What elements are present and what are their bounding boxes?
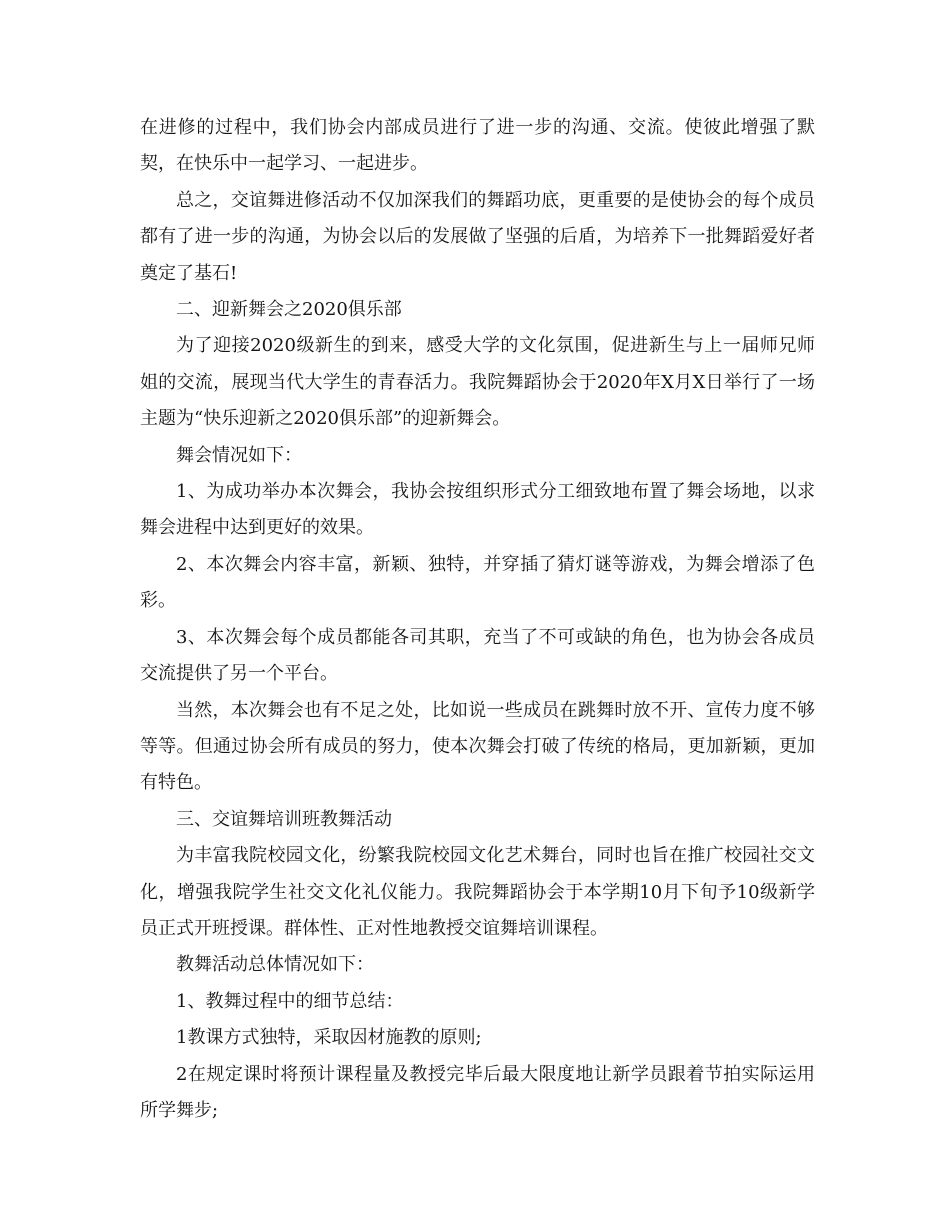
list-item: 1教课方式独特，采取因材施教的原则; (176, 1027, 482, 1049)
paragraph: 为了迎接2020级新生的到来，感受大学的文化氛围，促进新生与上一届师兄师姐的交流，展现当代大学生的青春活力。我院舞蹈协会于2020年X月X日举行了一场主题为“快乐迎新之2020俱乐部”的迎新舞会。 (140, 335, 815, 430)
list-item: 2、本次舞会内容丰富，新颖、独特，并穿插了猜灯谜等游戏，为舞会增添了色彩。 (140, 553, 815, 612)
paragraph: 当然，本次舞会也有不足之处，比如说一些成员在跳舞时放不开、宣传力度不够等等。但通过协会所有成员的努力，使本次舞会打破了传统的格局，更加新颖，更加有特色。 (140, 699, 815, 794)
paragraph: 为丰富我院校园文化，纷繁我院校园文化艺术舞台，同时也旨在推广校园社交文化，增强我院学生社交文化礼仪能力。我院舞蹈协会于本学期10月下旬予10级新学员正式开班授课。群体性、正对性地教授交谊舞培训课程。 (140, 845, 815, 939)
document-body (140, 110, 815, 1129)
list-item: 1、为成功举办本次舞会，我协会按组织形式分工细致地布置了舞会场地，以求舞会进程中达到更好的效果。 (140, 481, 815, 539)
paragraph: 在进修的过程中，我们协会内部成员进行了进一步的沟通、交流。使彼此增强了默契，在快乐中一起学习、一起进步。 (140, 117, 815, 175)
paragraph: 舞会情况如下： (176, 444, 302, 466)
list-item: 3、本次舞会每个成员都能各司其职，充当了不可或缺的角色，也为协会各成员交流提供了另一个平台。 (140, 626, 815, 685)
list-item: 1、教舞过程中的细节总结： (176, 990, 404, 1012)
section-heading: 三、交谊舞培训班教舞活动 (176, 808, 392, 830)
paragraph: 总之，交谊舞进修活动不仅加深我们的舞蹈功底，更重要的是使协会的每个成员都有了进一步的沟通，为协会以后的发展做了坚强的后盾，为培养下一批舞蹈爱好者奠定了基石! (140, 189, 815, 284)
list-item: 2在规定课时将预计课程量及教授完毕后最大限度地让新学员跟着节拍实际运用所学舞步; (140, 1063, 815, 1121)
section-heading: 二、迎新舞会之2020俱乐部 (176, 299, 402, 321)
paragraph: 教舞活动总体情况如下： (176, 954, 374, 976)
